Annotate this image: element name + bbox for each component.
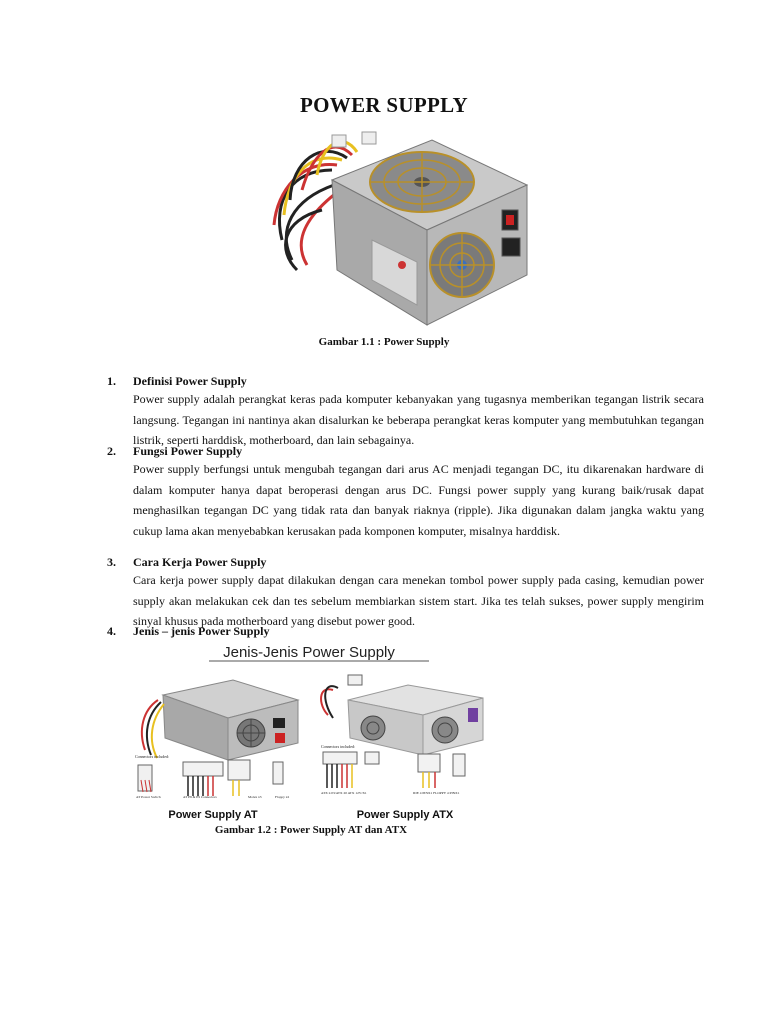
section-paragraph: Power supply berfungsi untuk mengubah tegangan dari arus AC menjadi tegangan DC, itu dikarenakan hardware di dalam komputer hanya dapat beroperasi dengan arus DC. Fungsi power supply yang kurang baik/rusak dapat menghasilkan tegangan DC yang tidak rata dan banyak riaknya (ripple). Jika digunakan dalam jangka waktu yang cukup lama akan menyebabkan kerusakan pada komponen komputer, misalnya harddisk. [133,462,704,538]
svg-text:AT P8 & P9 Connectors: AT P8 & P9 Connectors [183,795,217,799]
document-title: POWER SUPPLY [300,93,468,117]
section-number: 2. [107,444,116,458]
power-supply-image [262,130,542,330]
figure-2-caption: Gambar 1.2 : Power Supply AT dan ATX [214,824,408,836]
section-heading: Fungsi Power Supply [133,444,243,458]
section-number: 3. [107,555,116,569]
svg-text:AT Power Switch: AT Power Switch [136,795,161,799]
label-atx: Power Supply ATX [356,809,454,821]
section-paragraph: Cara kerja power supply dapat dilakukan dengan cara menekan tombol power supply pada casing, kemudian power supply akan melakukan cek dan tes sebelum membiarkan sistem start. Jika tes telah sukses, power supply mengirim sinyal khusus pada motherboard yang disebut power good. [133,573,704,628]
section-number: 1. [107,374,116,388]
section-heading: Cara Kerja Power Supply [133,555,267,569]
figure-1-caption: Gambar 1.1 : Power Supply [318,336,450,348]
svg-text:IDE 4 PINX1 FLOPPY 4 PINX1: IDE 4 PINX1 FLOPPY 4 PINX1 [413,791,460,795]
power-supply-types-image [133,640,489,826]
svg-text:Molex x3: Molex x3 [248,795,262,799]
svg-text:Connectors included:: Connectors included: [135,754,170,759]
svg-text:ATX 2.03/ATX 20 ATX 12V/X1: ATX 2.03/ATX 20 ATX 12V/X1 [321,791,367,795]
section-paragraph: Power supply adalah perangkat keras pada komputer kebanyakan yang tugasnya memberikan tegangan listrik secara langsung. Tegangan ini nantinya akan disalurkan ke beberapa perangkat keras komputer yang membutuhkan tegangan listrik, seperti harddisk, motherboard, dan lain sebagainya. [133,392,704,447]
label-at: Power Supply AT [168,809,258,821]
svg-text:Floppy x2: Floppy x2 [275,795,290,799]
section-heading: Definisi Power Supply [133,374,247,388]
svg-text:Connectors included:: Connectors included: [321,744,356,749]
section-heading: Jenis – jenis Power Supply [133,624,270,638]
figure-2-title: Jenis-Jenis Power Supply [223,644,395,661]
section-number: 4. [107,624,116,638]
